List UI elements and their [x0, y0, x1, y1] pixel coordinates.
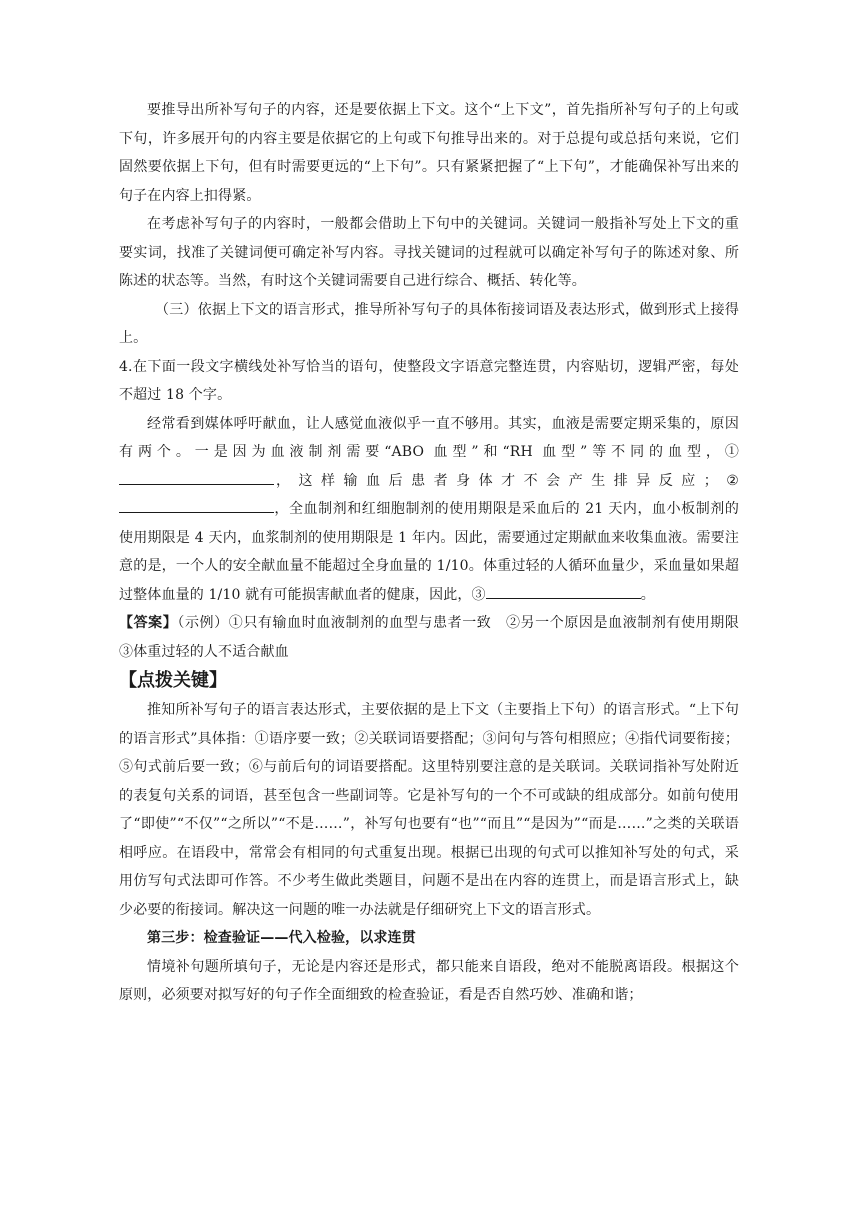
blank-marker-1: ①: [724, 444, 739, 460]
question-passage: [119, 410, 739, 610]
passage-part-3: ，全血制剂和红细胞制剂的使用期限是采血后的 21 天内，血小板制剂的使用期限是 4 天内，血浆制剂的使用期限是 1 年内。因此，需要通过定期献血来收集血液。需要注意的是，一个人的安全献血量不能超过全身血量的 1/10。体重过轻的人循环血量少，采血量如果超过整体血量的 1/10 就有可能损害献血者的健康，因此，: [119, 501, 739, 603]
paragraph-language-form: （三）依据上下文的语言形式，推导所补写句子的具体衔接词语及表达形式，做到形式上接得上。: [119, 301, 739, 346]
step-3-title: 第三步：检查验证——代入检验，以求连贯: [147, 930, 416, 946]
answer-text: （示例）①只有输血时血液制剂的血型与患者一致 ②另一个原因是血液制剂有使用期限 ③体重过轻的人不适合献血: [119, 615, 754, 660]
document-page: [119, 96, 754, 1010]
blank-line-2: [119, 496, 274, 513]
paragraph-keywords: 在考虑补写句子的内容时，一般都会借助上下句中的关键词。关键词一般指补写处上下文的重要实词，找准了关键词便可确定补写内容。寻找关键词的过程就可以确定补写句子的陈述对象、所陈述的状态等。当然，有时这个关键词需要自己进行综合、概括、转化等。: [119, 216, 739, 289]
blank-line-1: [119, 468, 274, 485]
paragraph-key-points: 推知所补写句子的语言表达形式，主要依据的是上下文（主要指上下句）的语言形式。“上下句的语言形式”具体指：①语序要一致；②关联词语要搭配；③问句与答句相照应；④指代词要衔接；⑤句式前后要一致；⑥与前后句的词语要搭配。这里特别要注意的是关联词。关联词指补写处附近的表复句关系的词语，甚至包含一些副词等。它是补写句的一个不可或缺的组成部分。如前句使用了“即使”“不仅”“之所以”“不是……”，补写句也要有“也”“而且”“是因为”“而是……”之类的关联语相呼应。在语段中，常常会有相同的句式重复出现。根据已出现的句式可以推知补写处的句式，采用仿写句式法即可作答。不少考生做此类题目，问题不是出在内容的连贯上，而是语言形式上，缺少必要的衔接词。解决这一问题的唯一办法就是仔细研究上下文的语言形式。: [119, 702, 739, 918]
answer-block: [119, 609, 754, 666]
answer-label: 【答案】: [119, 615, 178, 631]
blank-marker-2: ②: [724, 472, 740, 489]
section-heading: 【点拨关键】: [119, 670, 227, 691]
passage-part-2: ，这样输血后患者身体才不会产生排异反应；: [274, 472, 725, 489]
passage-part-1: 经常看到媒体呼吁献血，让人感觉血液似乎一直不够用。其实，血液是需要定期采集的，原因有两个。一是因为血液制剂需要“ABO 血型”和“RH 血型”等不同的血型，: [119, 415, 739, 460]
paragraph-verification: 情境补句题所填句子，无论是内容还是形式，都只能来自语段，绝对不能脱离语段。根据这个原则，必须要对拟写好的句子作全面细致的检查验证，看是否自然巧妙、准确和谐；: [119, 958, 739, 1003]
paragraph-context: 要推导出所补写句子的内容，还是要依据上下文。这个“上下文”，首先指所补写句子的上句或下句，许多展开句的内容主要是依据它的上句或下句推导出来的。对于总提句或总括句来说，它们固然要依据上下句，但有时需要更远的“上下句”。只有紧紧把握了“上下句”，才能确保补写出来的句子在内容上扣得紧。: [119, 102, 739, 204]
blank-line-3: [486, 582, 641, 599]
passage-part-4: 。: [640, 586, 655, 603]
question-4: 4.在下面一段文字横线处补写恰当的语句，使整段文字语意完整连贯，内容贴切，逻辑严密，每处不超过 18 个字。: [119, 358, 739, 403]
blank-marker-3: ③: [471, 586, 486, 603]
